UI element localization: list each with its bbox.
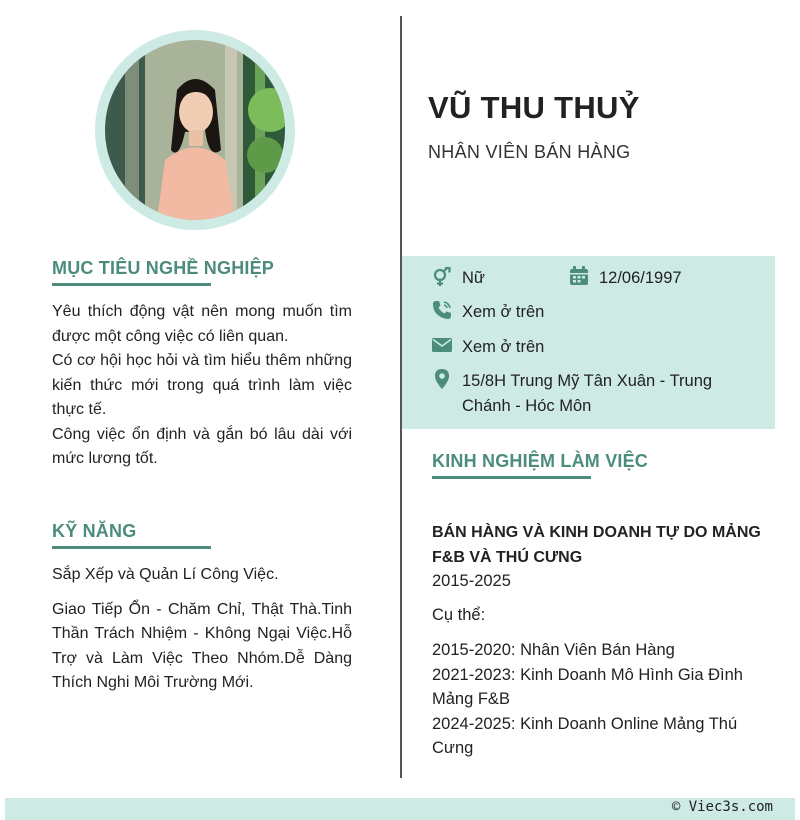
job-detail-label: Cụ thể: <box>432 606 486 624</box>
avatar-ring <box>95 30 295 230</box>
gender-icon <box>432 267 452 287</box>
job-period: 2015-2025 <box>432 572 511 590</box>
skills-paragraph: Giao Tiếp Ổn - Chăm Chỉ, Thật Thà.Tinh Thần Trách Nhiệm - Không Ngại Việc.Hỗ Trợ và Làm Việc Theo Nhóm.Dễ Dàng Thích Nghi Môi Trường Mới. <box>52 600 352 691</box>
candidate-name: VŨ THU THUỶ <box>428 90 640 125</box>
experience-title: KINH NGHIỆM LÀM VIỆC <box>432 451 649 471</box>
job-detail-item: 2021-2023: Kinh Doanh Mô Hình Gia Đình Mảng F&B <box>432 665 743 708</box>
job-detail-item: 2015-2020: Nhân Viên Bán Hàng <box>432 641 675 659</box>
location-pin-icon <box>432 369 452 389</box>
skills-title-underline <box>52 546 211 549</box>
phone-icon <box>432 300 452 320</box>
address-value: 15/8H Trung Mỹ Tân Xuân - Trung Chánh - Hóc Môn <box>462 372 713 415</box>
candidate-position: NHÂN VIÊN BÁN HÀNG <box>428 142 631 162</box>
job-details <box>432 638 772 761</box>
skills-paragraph: Sắp Xếp và Quản Lí Công Việc. <box>52 566 279 583</box>
birthday-value: 12/06/1997 <box>599 269 682 287</box>
footer-bar <box>5 798 795 820</box>
avatar <box>105 40 285 220</box>
objective-paragraph: Công việc ổn định và gắn bó lâu dài với mức lương tốt. <box>52 425 352 467</box>
contact-box <box>402 256 775 429</box>
calendar-icon <box>569 266 589 286</box>
objective-title-underline <box>52 283 211 286</box>
email-icon <box>432 335 452 355</box>
gender-value: Nữ <box>462 269 485 287</box>
skills-title: KỸ NĂNG <box>52 521 137 541</box>
skills-text <box>52 563 352 696</box>
phone-value: Xem ở trên <box>462 303 545 321</box>
job-detail-item: 2024-2025: Kinh Doanh Online Mảng Thú Cưng <box>432 714 738 757</box>
objective-paragraph: Có cơ hội học hỏi và tìm hiểu thêm những kiến thức mới trong quá trình làm việc thực tế. <box>52 352 352 418</box>
email-value: Xem ở trên <box>462 338 545 356</box>
job-title: BÁN HÀNG VÀ KINH DOANH TỰ DO MẢNG F&B VÀ THÚ CƯNG <box>432 524 761 566</box>
objective-text <box>52 300 352 472</box>
experience-title-underline <box>432 476 591 479</box>
objective-title: MỤC TIÊU NGHỀ NGHIỆP <box>52 258 275 278</box>
objective-paragraph: Yêu thích động vật nên mong muốn tìm được một công việc có liên quan. <box>52 303 352 345</box>
footer-credit: © Viec3s.com <box>671 799 773 815</box>
